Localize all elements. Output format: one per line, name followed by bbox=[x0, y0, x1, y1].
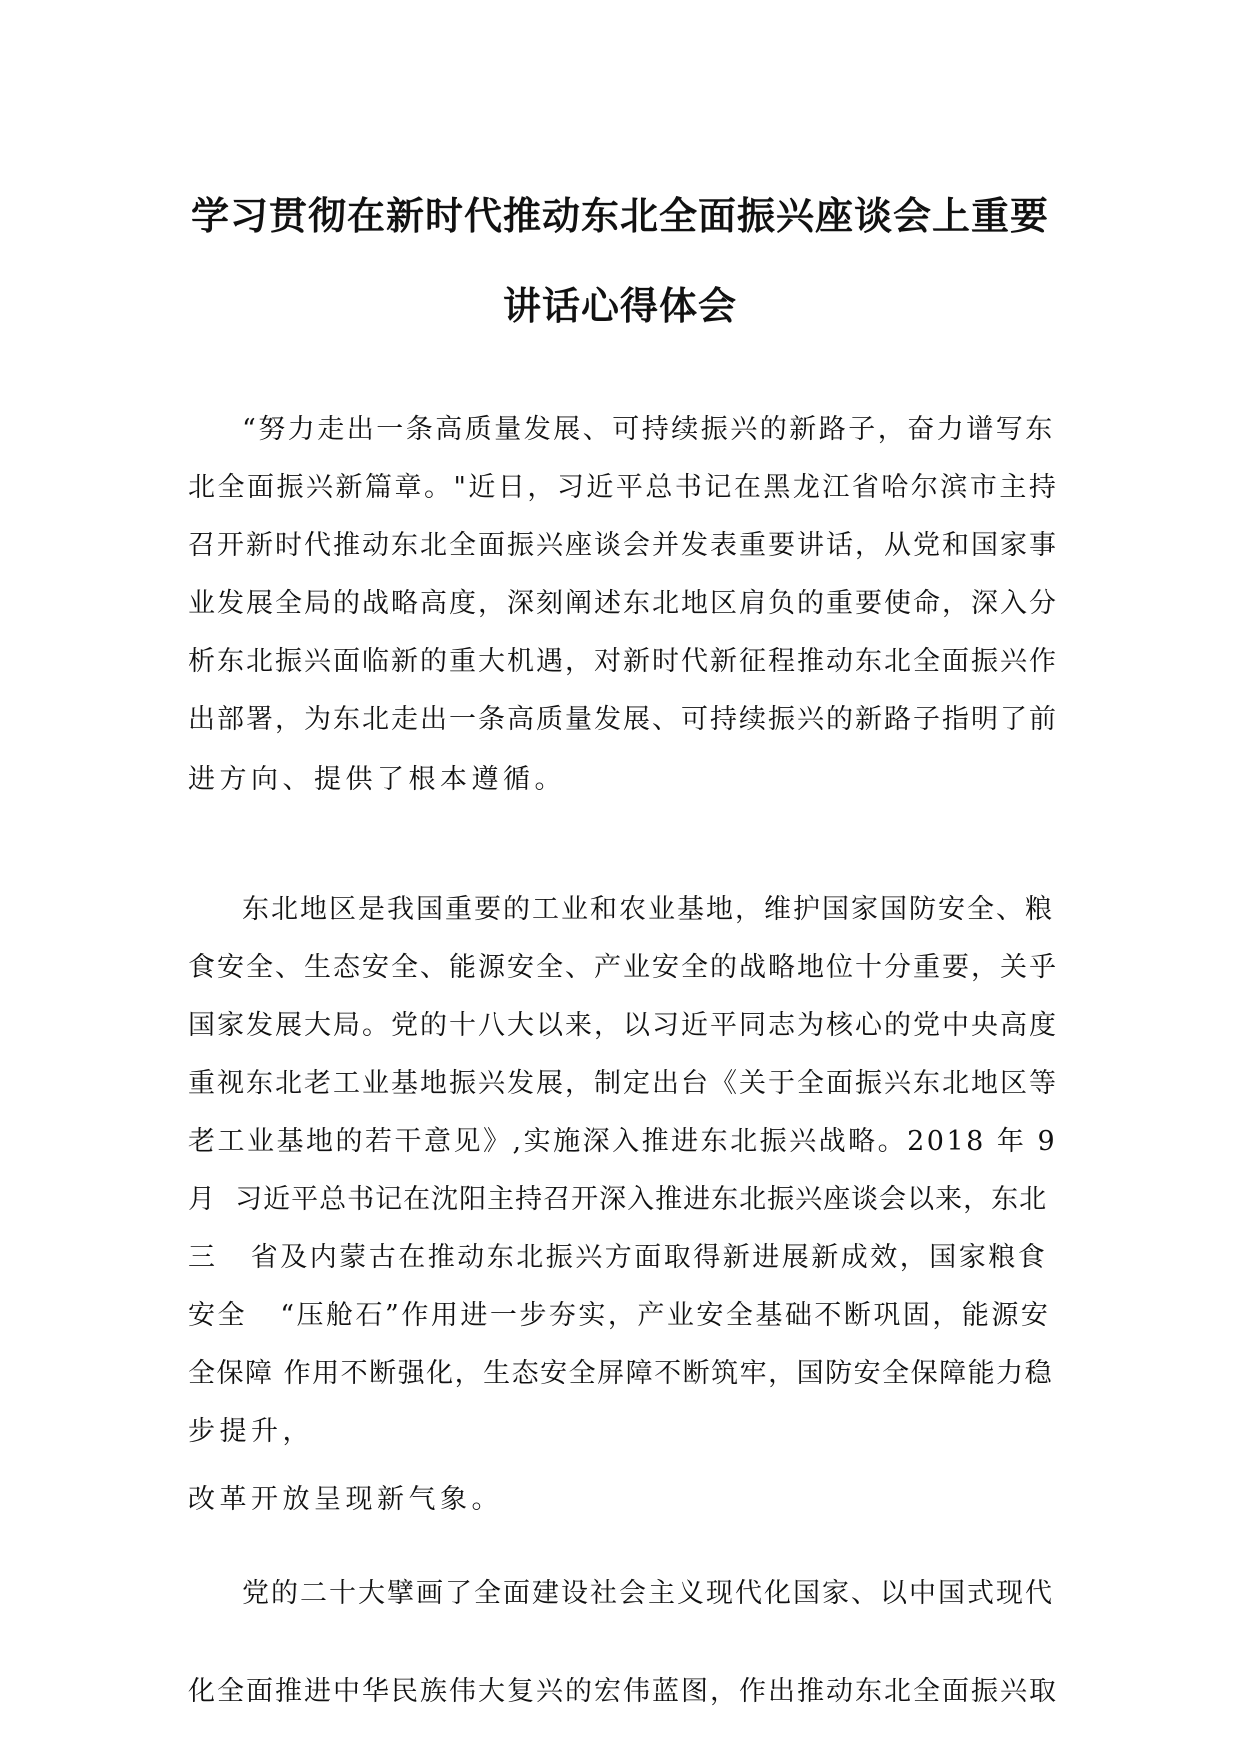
text-line: 重视东北老工业基地振兴发展，制定出台《关于全面振兴东北地区等 bbox=[188, 1068, 1058, 1099]
document-title-line-1: 学习贯彻在新时代推动东北全面振兴座谈会上重要 bbox=[190, 194, 1049, 238]
text-line: 东北地区是我国重要的工业和农业基地，维护国家国防安全、粮 bbox=[242, 894, 1054, 925]
text-line: “努力走出一条高质量发展、可持续振兴的新路子，奋力谱写东 bbox=[242, 414, 1055, 445]
text-line: 月 习近平总书记在沈阳主持召开深入推进东北振兴座谈会以来，东北 bbox=[188, 1184, 1048, 1215]
text-line: 老工业基地的若干意见》,实施深入推进东北振兴战略。2018 年 9 bbox=[188, 1126, 1058, 1157]
text-line: 全保障 作用不断强化，生态安全屏障不断筑牢，国防安全保障能力稳 bbox=[188, 1358, 1054, 1389]
text-line: 进方向、提供了根本遵循。 bbox=[188, 764, 566, 795]
text-line: 国家发展大局。党的十八大以来，以习近平同志为核心的党中央高度 bbox=[188, 1010, 1058, 1041]
document-title-line-2: 讲话心得体会 bbox=[502, 284, 737, 328]
text-line: 食安全、生态安全、能源安全、产业安全的战略地位十分重要，关乎 bbox=[188, 952, 1058, 983]
text-line: 党的二十大擘画了全面建设社会主义现代化国家、以中国式现代 bbox=[242, 1578, 1054, 1609]
text-line: 安全 “压舱石”作用进一步夯实，产业安全基础不断巩固，能源安 bbox=[188, 1300, 1051, 1331]
text-line: 步提升， bbox=[188, 1416, 314, 1447]
text-line: 北全面振兴新篇章。"近日，习近平总书记在黑龙江省哈尔滨市主持 bbox=[188, 472, 1059, 503]
text-line: 召开新时代推动东北全面振兴座谈会并发表重要讲话，从党和国家事 bbox=[188, 530, 1058, 561]
text-line: 改革开放呈现新气象。 bbox=[188, 1484, 503, 1515]
text-line: 三 省及内蒙古在推动东北振兴方面取得新进展新成效，国家粮食 bbox=[188, 1242, 1048, 1273]
text-line: 析东北振兴面临新的重大机遇，对新时代新征程推动东北全面振兴作 bbox=[188, 646, 1058, 677]
text-line: 业发展全局的战略高度，深刻阐述东北地区肩负的重要使命，深入分 bbox=[188, 588, 1058, 619]
text-line: 出部署，为东北走出一条高质量发展、可持续振兴的新路子指明了前 bbox=[188, 704, 1058, 735]
text-line: 化全面推进中华民族伟大复兴的宏伟蓝图，作出推动东北全面振兴取 bbox=[188, 1676, 1058, 1707]
